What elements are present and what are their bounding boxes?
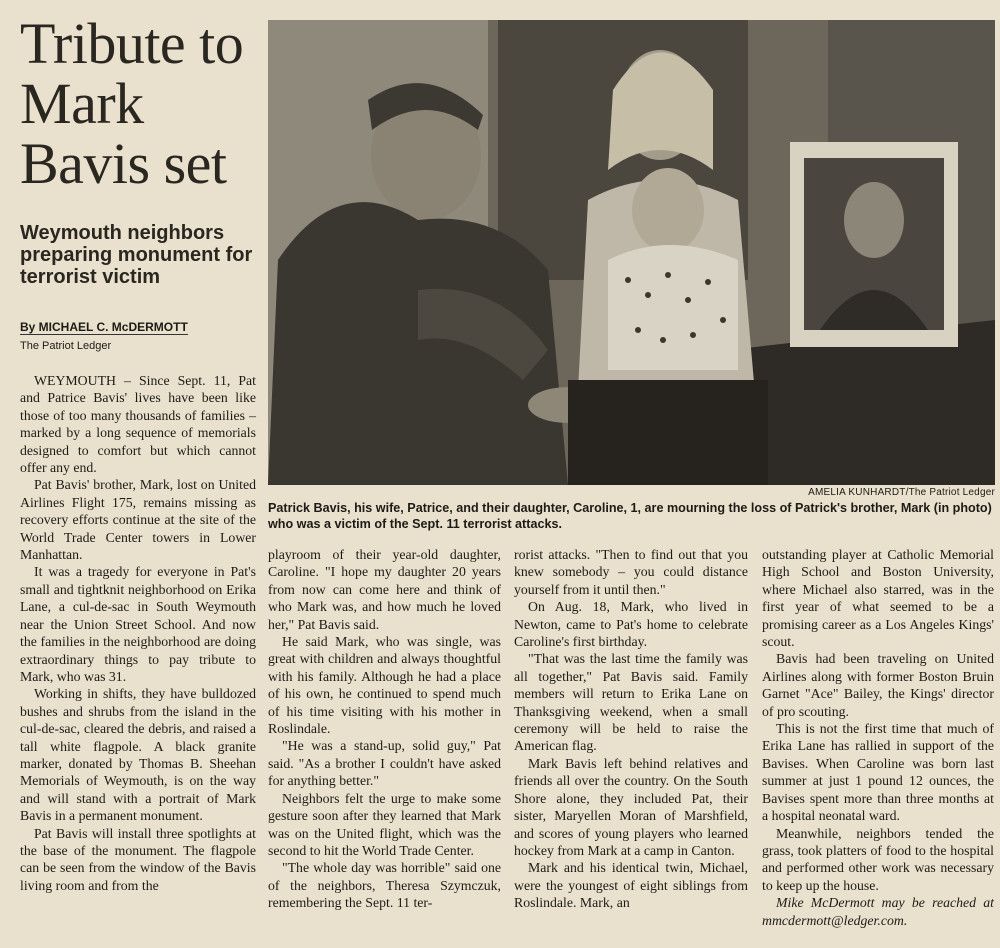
photo-caption: Patrick Bavis, his wife, Patrice, and their daughter, Caroline, 1, are mourning the loss of Patrick's brother, Mark (in photo) who was a victim of the Sept. 11 terrorist attacks. — [268, 501, 992, 531]
paragraph: "That was the last time the family was all together," Pat Bavis said. Family members will return to Erika Lane on Thanksgiving weekend, when a small ceremony will be held to raise the American flag. — [514, 651, 748, 754]
paragraph: "The whole day was horrible" said one of the neighbors, Theresa Szymczuk, remembering the Sept. 11 ter- — [268, 860, 501, 911]
photo-credit: AMELIA KUNHARDT/The Patriot Ledger — [808, 487, 995, 498]
paragraph: rorist attacks. "Then to find out that you knew somebody – you could distance yourself from it until then." — [514, 547, 748, 597]
photo-illustration — [268, 20, 995, 485]
paragraph: Meanwhile, neighbors tended the grass, took platters of food to the hospital and performed other work was necessary to keep up the house. — [762, 825, 994, 893]
paragraph: Pat Bavis' brother, Mark, lost on United Airlines Flight 175, remains missing as recovery efforts continue at the site of the World Trade Center towers in Lower Manhattan. — [20, 477, 256, 563]
paragraph: outstanding player at Catholic Memorial High School and Boston University, where Michael also starred, was in the first year of what seemed to be a promising career as a Los Angeles Kings' scout. — [762, 547, 994, 650]
article-column-2 — [268, 546, 501, 912]
paragraph: Bavis had been traveling on United Airlines along with former Boston Bruin Garnet "Ace" Bailey, the Kings' director of pro scouting. — [762, 651, 994, 719]
paragraph: playroom of their year-old daughter, Caroline. "I hope my daughter 20 years from now can come here and think of who Mark was, and how much he loved her," Pat Bavis said. — [268, 547, 501, 632]
author-contact: Mike McDermott may be reached at mmcdermott@ledger.com. — [762, 895, 994, 928]
byline-text: By MICHAEL C. McDERMOTT — [20, 320, 188, 334]
paragraph: Neighbors felt the urge to make some gesture soon after they learned that Mark was on the United flight, which was the second to hit the World Trade Center. — [268, 790, 501, 858]
news-photo — [268, 20, 995, 485]
paragraph: Working in shifts, they have bulldozed bushes and shrubs from the island in the cul-de-sac, cleared the debris, and raised a tall white flagpole. A black granite marker, donated by Thomas B. Sheehan Memorials of Weymouth, is on the way and will stand with a portrait of Mark Bavis in a permanent monument. — [20, 686, 256, 824]
paragraph: Mark Bavis left behind relatives and friends all over the country. On the South Shore alone, they included Pat, their sister, Maryellen Moran of Marshfield, and scores of young players who learned hockey from Mark at a camp in Canton. — [514, 755, 748, 858]
paragraph: On Aug. 18, Mark, who lived in Newton, came to Pat's home to celebrate Caroline's first birthday. — [514, 599, 748, 650]
article-column-3 — [514, 546, 748, 912]
paragraph: WEYMOUTH – Since Sept. 11, Pat and Patrice Bavis' lives have been like those of too many thousands of families – marked by a long sequence of memorials designed to comfort but which cannot offer any end. — [20, 373, 256, 476]
paragraph: This is not the first time that much of Erika Lane has rallied in support of the Bavises. When Caroline was born last summer at just 1 pound 12 ounces, the Bavises spent more than three months at a hospital neonatal ward. — [762, 721, 994, 824]
paragraph: He said Mark, who was single, was great with children and always thoughtful with his family. Although he had a place of his own, he continued to spend much of his time visiting with his mother in Roslindale. — [268, 634, 501, 737]
headline: Tribute to Mark Bavis set — [20, 11, 244, 196]
subheadline: Weymouth neighbors preparing monument for terrorist victim — [20, 222, 253, 288]
paragraph: Pat Bavis will install three spotlights at the base of the monument. The flagpole can be seen from the window of the Bavis living room and from the — [20, 825, 256, 893]
article-column-1 — [20, 372, 256, 894]
byline-affiliation: The Patriot Ledger — [20, 340, 112, 352]
paragraph: Mark and his identical twin, Michael, were the youngest of eight siblings from Roslindale. Mark, an — [514, 860, 748, 911]
article-column-4 — [762, 546, 994, 929]
paragraph: "He was a stand-up, solid guy," Pat said. "As a brother I couldn't have asked for anything better." — [268, 738, 501, 789]
paragraph: It was a tragedy for everyone in Pat's small and tightknit neighborhood on Erika Lane, a cul-de-sac in South Weymouth near the Union Street School. And now the families in the neighborhood are doing extraordinary things to pay tribute to Mark, who was 31. — [20, 564, 256, 684]
byline — [20, 320, 260, 334]
